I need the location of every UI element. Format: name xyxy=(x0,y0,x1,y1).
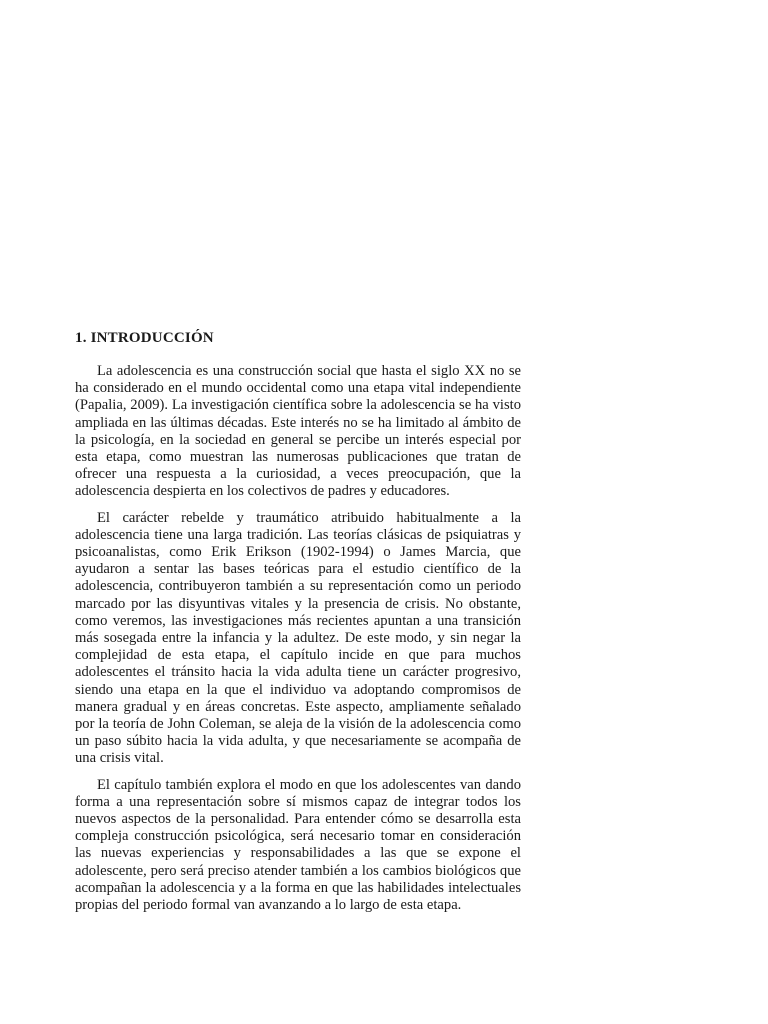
paragraph-2: El carácter rebelde y traumático atribuido habitualmente a la adolescencia tiene una larga tradición. Las teorías clásicas de psiquiatras y psicoanalistas, como Erik Erikson (1902-1994) o James Marcia, que ayudaron a sentar las bases teóricas para el estudio científico de la adolescencia, contribuyeron también a su representación como un periodo marcado por las disyuntivas vitales y la presencia de crisis. No obstante, como veremos, las investigaciones más recientes apuntan a una transición más sosegada entre la infancia y la adultez. De este modo, y sin negar la complejidad de esta etapa, el capítulo incide en que para muchos adolescentes el tránsito hacia la vida adulta tiene un carácter progresivo, siendo una etapa en la que el individuo va adoptando compromisos de manera gradual y en áreas concretas. Este aspecto, ampliamente señalado por la teoría de John Coleman, se aleja de la visión de la adolescencia como un paso súbito hacia la vida adulta, y que necesariamente se acompaña de una crisis vital. xyxy=(75,509,521,767)
paragraph-3: El capítulo también explora el modo en que los adolescentes van dando forma a una representación sobre sí mismos capaz de integrar todos los nuevos aspectos de la personalidad. Para entender cómo se desarrolla esta compleja construcción psicológica, será necesario tomar en consideración las nuevas experiencias y responsabilidades a las que se expone el adolescente, pero será preciso atender también a los cambios biológicos que acompañan la adolescencia y a la forma en que las habilidades intelectuales propias del periodo formal van avanzando a lo largo de esta etapa. xyxy=(75,776,521,914)
section-heading: 1. INTRODUCCIÓN xyxy=(75,330,214,346)
paragraph-1: La adolescencia es una construcción social que hasta el siglo XX no se ha considerado en el mundo occidental como una etapa vital independiente (Papalia, 2009). La investigación científica sobre la adolescencia se ha visto ampliada en las últimas décadas. Este interés no se ha limitado al ámbito de la psicología, en la sociedad en general se percibe un interés especial por esta etapa, como muestran las numerosas publicaciones que tratan de ofrecer una respuesta a la curiosidad, a veces preocupación, que la adolescencia despierta en los colectivos de padres y educadores. xyxy=(75,363,521,500)
document-page xyxy=(75,330,521,923)
